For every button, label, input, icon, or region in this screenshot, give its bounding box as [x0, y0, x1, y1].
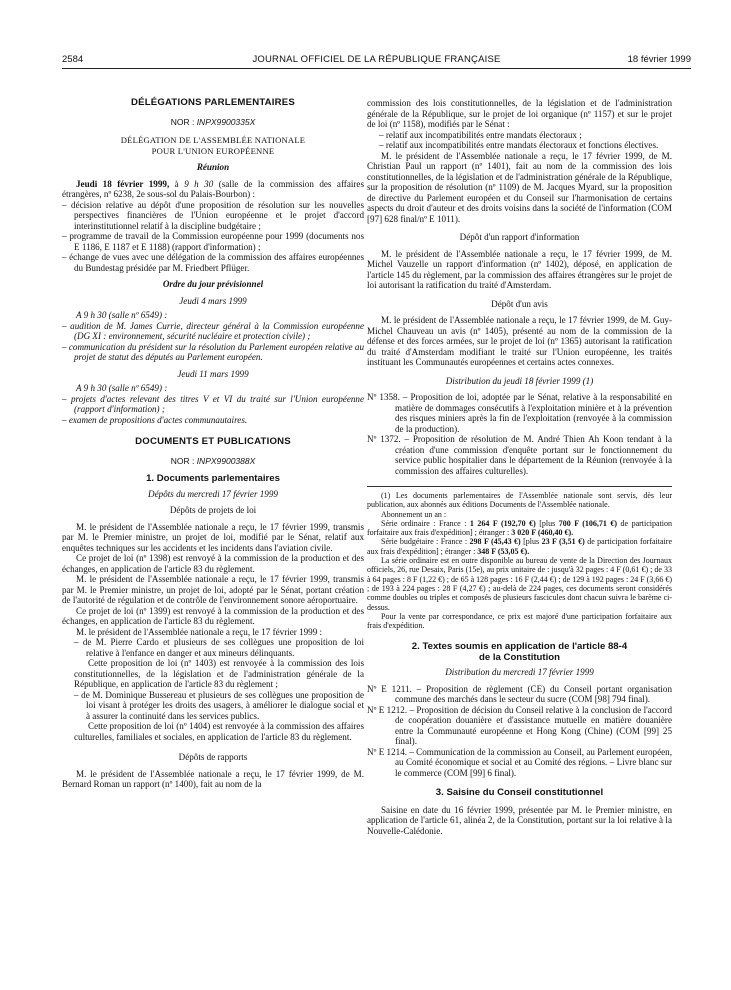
nor-line — [62, 456, 364, 467]
price-text: de participation forfaitaire aux frais d'expédition] ; étranger : — [367, 518, 673, 538]
date-heading: Jeudi 4 mars 1999 — [179, 295, 247, 306]
price: 23 F (3,51 €) — [541, 537, 585, 547]
document-entry: Nº 1372. – Proposition de résolution de M. André Thien Ah Koon tendant à la création d'une commission d'enquête portant sur le fonctionnement du service public hospitalier dans le département de la Réunion (renvoyée à la commission des affaires culturelles). — [367, 434, 672, 476]
footnote-text: Abonnement un an : — [381, 509, 447, 519]
paragraph: Cette proposition de loi (nº 1403) est renvoyée à la commission des lois constitutionnelles, de la législation et de l'administration générale de la République, en application de l'article 83 du règlement ; — [74, 658, 364, 689]
price-text: de participation forfaitaire aux frais d'expédition] ; étranger : — [367, 537, 672, 556]
footnote — [367, 491, 672, 630]
price: 700 F (106,71 €) — [558, 518, 618, 528]
price: 1 264 F (192,70 €) — [469, 518, 536, 528]
footnote-text — [367, 537, 672, 556]
footnote-text: (1) Les documents parlementaires de l'Assemblée nationale sont servis, dès leur publication, aux abonnés aux éditions Documents de l'Assemblée nationale. — [367, 491, 672, 510]
section-title-delegations: DÉLÉGATIONS PARLEMENTAIRES — [130, 97, 296, 108]
meeting-time: 9 h 30 — [184, 178, 214, 189]
paragraph: commission des lois constitutionnelles, de la législation et de l'administration générale de la République, sur le projet de loi organique (nº 1157) et sur le projet de loi (nº 1158), modifiés par le Sénat : — [367, 98, 672, 129]
meeting-location: (salle de la commission des affaires étrangères, nº 6238, 2e sous-sol du Palais-Bourbon) : — [62, 178, 365, 199]
subsection-title: 2. Textes soumis en application de l'article 88-4 — [411, 641, 628, 653]
deposit-heading: Dépôt d'un avis — [491, 298, 548, 309]
deposits-date: Dépôts du mercredi 17 février 1999 — [148, 488, 278, 499]
reunion-heading: Réunion — [196, 162, 230, 172]
odj-heading: Ordre du jour prévisionnel — [162, 279, 264, 289]
agenda-item: – audition de M. James Currie, directeur général à la Commission européenne (DG XI : environnement, sécurité nucléaire et protection civile) ; — [62, 320, 364, 341]
price-text: [plus — [520, 537, 542, 547]
paragraph: Ce projet de loi (nº 1399) est renvoyé à la commission de la production et des échanges, en application de l'article 83 du règlement. — [62, 605, 364, 626]
paragraph: M. le président de l'Assemblée nationale a reçu, le 17 février 1999, de M. Christian Paul un rapport (nº 1401), fait au nom de la commission des lois constitutionnelles, de la législation et de l'administration générale de la République, sur la proposition de résolution (nº 1109) de M. Jacques Myard, sur la proposition de directive du Parlement européen et du Conseil sur l'harmonisation de certains aspects du droit d'auteur et des droits voisins dans la société de l'information (COM [97] 628 final/nº E 1011). — [367, 150, 672, 224]
subsection-title: 1. Documents parlementaires — [146, 473, 280, 484]
paragraph: M. le président de l'Assemblée nationale a reçu, le 17 février 1999, transmis par M. le Premier ministre, un projet de loi, adopté par le Sénat, portant création de l'autorité de régulation et de contrôle de l'environnement sonore aéroportuaire. — [62, 574, 364, 605]
nor-label: NOR : — [170, 116, 197, 127]
agenda-item: – décision relative au dépôt d'une proposition de résolution sur les nouvelles perspectives financières de l'Union européenne et le projet d'accord interinstitutionnel relatif à la discipline budgétaire ; — [62, 199, 364, 231]
meeting-intro — [62, 179, 364, 200]
footnote-text — [367, 519, 672, 538]
session-time: A 9 h 30 (salle nº 6549) : — [76, 310, 168, 320]
paragraph: M. le président de l'Assemblée nationale a reçu, le 17 février 1999, de M. Bernard Roman un rapport (nº 1400), fait au nom de la — [62, 768, 364, 789]
footnote-text: La série ordinaire est en outre disponible au bureau de vente de la Direction des Journaux officiels, 26, rue Desaix, Paris (15e), au prix unitaire de : jusqu'à 32 pages : 4 F (0,61 €) ; de 33 à 64 pages : 8 F (1,22 €) ; de 65 à 128 pages : 16 F (2,44 €) ; de 129 à 192 pages : 24 F (3,66 €) ; de 193 à 224 pages : 28 F (4,27 €) ; au-delà de 224 pages, ces documents seront considérés comme doubles ou triples et composés de plusieurs fascicules dont chacun suivra le barème ci-dessus. — [367, 556, 672, 612]
issue-date: 18 février 1999 — [627, 54, 691, 65]
paragraph: M. le président de l'Assemblée nationale a reçu, le 17 février 1999, de M. Guy-Michel Chauveau un avis (nº 1405), présenté au nom de la commission de la défense et des forces armées, sur le projet de loi (nº 1365) autorisant la ratification du traité d'Amsterdam modifiant le traité sur l'Union européenne, les traités instituant les Communautés européennes et certains actes connexes. — [367, 315, 672, 367]
paragraph: M. le président de l'Assemblée nationale a reçu, le 17 février 1999, transmis par M. le Premier ministre, un projet de loi, modifié par le Sénat, relatif aux enquêtes techniques sur les accidents et les incidents dans l'aviation civile. — [62, 521, 364, 553]
deposit-heading: Dépôt d'un rapport d'information — [459, 232, 580, 242]
agenda-item: – examen de propositions d'actes communautaires. — [62, 414, 248, 425]
agenda-item: – projets d'actes relevant des titres V et VI du traité sur l'Union européenne (rapport d'information) ; — [62, 393, 364, 414]
nor-line — [62, 117, 364, 128]
header-rule — [62, 68, 691, 69]
meeting-at: à — [169, 178, 185, 189]
deposits-heading: Dépôts de projets de loi — [169, 505, 257, 515]
list-item: – relatif aux incompatibilités entre mandats électoraux ; — [379, 129, 582, 140]
list-item: – de M. Dominique Bussereau et plusieurs de ses collègues une proposition de loi visant à protéger les droits des usagers, à améliorer le dialogue social et à assurer la continuité dans les services publics. — [74, 689, 364, 721]
delegation-name-1: DÉLÉGATION DE L'ASSEMBLÉE NATIONALE — [120, 135, 306, 145]
subsection-title: de la Constitution — [478, 651, 560, 663]
section-title-documents: DOCUMENTS ET PUBLICATIONS — [135, 436, 291, 447]
paragraph: M. le président de l'Assemblée nationale a reçu, le 17 février 1999 : — [76, 626, 323, 637]
price-text: Série ordinaire : France : — [381, 518, 470, 528]
price: 348 F (53,05 €). — [477, 546, 530, 556]
agenda-item: – échange de vues avec une délégation de la commission des affaires européennes du Bundestag présidée par M. Friedbert Pflüger. — [62, 252, 364, 273]
paragraph: Cette proposition de loi (nº 1404) est renvoyée à la commission des affaires culturelles, familiales et sociales, en application de l'article 83 du règlement. — [74, 721, 364, 742]
document-entry: Nº E 1212. – Proposition de décision du Conseil relative à la conclusion de l'accord de coopération douanière et d'assistance mutuelle en matière douanière entre la Communauté européenne et Hong Kong (Chine) (COM [99] 25 final). — [367, 704, 672, 747]
meeting-date: Jeudi 18 février 1999, — [76, 178, 170, 189]
distribution-heading: Distribution du jeudi 18 février 1999 (1) — [445, 375, 594, 386]
paragraph: M. le président de l'Assemblée nationale a reçu, le 17 février 1999, de M. Michel Vauzelle un rapport d'information (nº 1402), déposé, en application de l'article 145 du règlement, par la commission des affaires étrangères sur le projet de loi autorisant la ratification du traité d'Amsterdam. — [367, 248, 672, 290]
journal-title: JOURNAL OFFICIEL DE LA RÉPUBLIQUE FRANÇAISE — [252, 54, 501, 65]
agenda-item: – communication du président sur la résolution du Parlement européen relative au projet de statut des députés au Parlement européen. — [62, 341, 364, 362]
agenda-item: – programme de travail de la Commission européenne pour 1999 (documents nos E 1186, E 1187 et E 1188) (rapport d'information) ; — [62, 231, 364, 252]
paragraph: Saisine en date du 16 février 1999, présentée par M. le Premier ministre, en application de l'article 61, alinéa 2, de la Constitution, portant sur la loi relative à la Nouvelle-Calédonie. — [367, 804, 672, 836]
footnote-rule — [367, 486, 672, 487]
nor-label: NOR : — [170, 455, 197, 466]
document-entry: Nº E 1214. – Communication de la commission au Conseil, au Parlement européen, au Comité économique et social et au Comité des régions. – Livre blanc sur le commerce (COM [99] 6 final). — [367, 746, 672, 778]
deposits-heading: Dépôts de rapports — [178, 752, 248, 762]
list-item: – relatif aux incompatibilités entre mandats électoraux et fonctions électives. — [379, 140, 659, 150]
left-column — [62, 98, 364, 790]
price-text: [plus — [535, 518, 559, 528]
document-entry: Nº E 1211. – Proposition de règlement (CE) du Conseil portant organisation commune des marchés dans le secteur du sucre (COM [98] 794 final). — [367, 683, 672, 705]
paragraph: Ce projet de loi (nº 1398) est renvoyé à la commission de la production et des échanges, en application de l'article 83 du règlement. — [62, 553, 364, 574]
price-text: Série budgétaire : France : — [381, 537, 470, 547]
page-number: 2584 — [62, 54, 84, 65]
nor-code: INPX9900388X — [196, 455, 256, 466]
subsection-title: 3. Saisine du Conseil constitutionnel — [435, 787, 604, 799]
footnote-text: Pour la vente par correspondance, ce prix est majoré d'une participation forfaitaire aux frais d'expédition. — [367, 611, 672, 631]
running-header — [62, 54, 691, 68]
right-column — [367, 98, 672, 836]
distribution-heading: Distribution du mercredi 17 février 1999 — [445, 667, 594, 678]
session-time: A 9 h 30 (salle nº 6549) : — [76, 383, 168, 393]
document-entry: Nº 1358. – Proposition de loi, adoptée par le Sénat, relative à la responsabilité en matière de dommages consécutifs à l'exploitation minière et à la prévention des risques miniers après la fin de l'exploitation (renvoyée à la commission de la production). — [367, 392, 672, 434]
list-item: – de M. Pierre Cardo et plusieurs de ses collègues une proposition de loi relative à l'enfance en danger et aux mineurs délinquants. — [74, 637, 364, 658]
delegation-name-2: POUR L'UNION EUROPÉENNE — [151, 145, 275, 156]
price: 298 F (45,43 €) — [469, 537, 521, 547]
price: 3 020 F (460,40 €). — [511, 528, 574, 538]
date-heading: Jeudi 11 mars 1999 — [177, 368, 249, 379]
nor-code: INPX9900335X — [196, 116, 256, 127]
